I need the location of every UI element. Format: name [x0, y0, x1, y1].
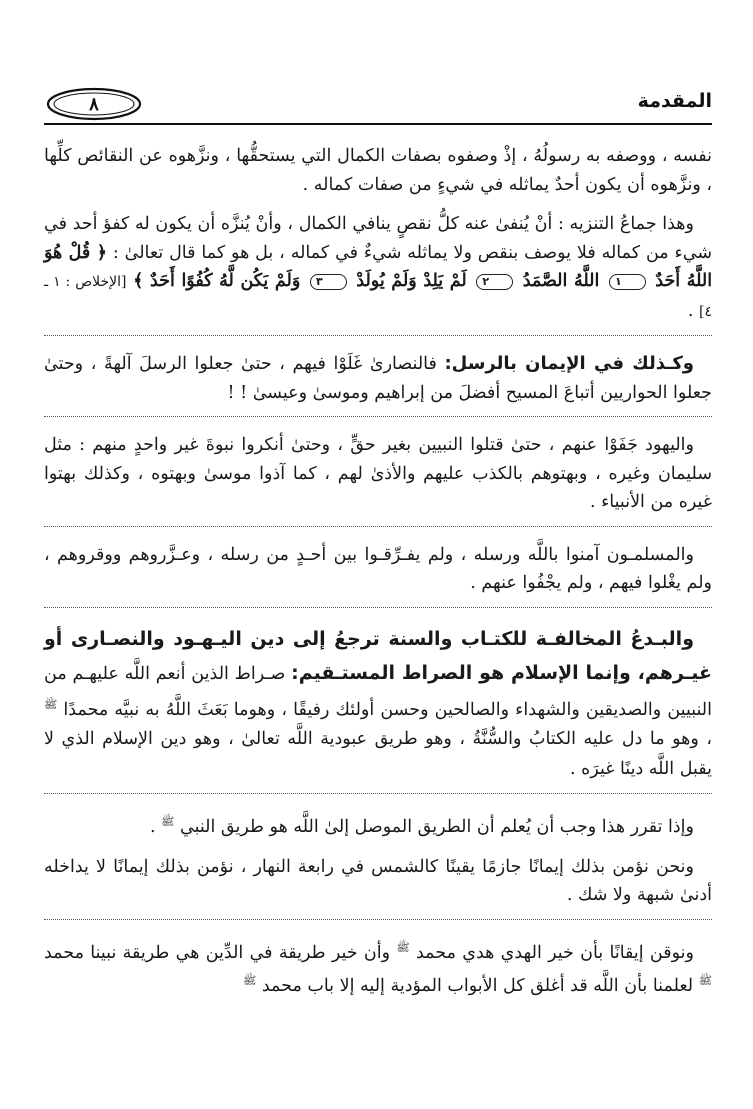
running-header-title: المقدمة	[637, 90, 712, 112]
paragraph-6-text: صـراط الذين أنعم اللَّه عليهـم من النبيين والصديقين والشهداء والصالحين وحسن أولئك رفيقًا ، وهوما بَعَثَ اللَّهُ به نبيَّه محمدًا	[44, 663, 712, 720]
page-number: ٨	[89, 94, 99, 115]
verse-close-bracket: ﴾	[133, 271, 144, 291]
page-body	[44, 142, 712, 1000]
section-divider-1	[44, 335, 712, 336]
section-divider-4	[44, 607, 712, 608]
paragraph-5	[44, 541, 712, 598]
section-divider-3	[44, 526, 712, 527]
paragraph-4	[44, 431, 712, 517]
paragraph-4-text: واليهود جَفَوْا عنهم ، حتىٰ قتلوا النبيين بغير حقٍّ ، وحتىٰ أنكروا نبوةَ غير واحدٍ منهم : مثل سليمان وغيره ، وبهتوهم بالكذب عليهم والأذىٰ لهم ، كما آذوا موسىٰ وبهتوه ، وكذلك بهتوا غيره من الأنبياء .	[44, 435, 712, 512]
paragraph-8-text: ونحن نؤمن بذلك إيمانًا جازمًا يقينًا كالشمس في رابعة النهار ، نؤمن بذلك إيمانًا لا يداخله أدنىٰ شبهة ولا شك .	[44, 856, 712, 906]
salutation-glyph: ﷺ	[698, 973, 712, 987]
section-divider-2	[44, 416, 712, 417]
salutation-glyph: ﷺ	[44, 697, 58, 711]
paragraph-3-lead: وكـذلك في الإيمان بالرسل:	[444, 353, 694, 374]
verse-part-2: اللَّهُ الصَّمَدُ	[522, 271, 600, 291]
paragraph-6-text-2: ، وهو ما دل عليه الكتابُ والسُّنَّةُ ، وهو طريق عبودية اللَّه تعالىٰ ، وهو دين الإسلام الذي لا يقبل اللَّه دينًا غيرَه .	[44, 729, 712, 780]
paragraph-1	[44, 142, 712, 199]
page-number-badge	[44, 86, 144, 122]
paragraph-6	[44, 622, 712, 785]
page-header	[44, 80, 712, 128]
paragraph-3-text: فالنصارىٰ غَلَوْا فيهم ، حتىٰ جعلوا الرسلَ آلهةً ، وحتىٰ جعلوا الحواريين أتباعَ المسيح أفضلَ من إبراهيم وموسىٰ وعيسىٰ ! !	[44, 354, 712, 403]
paragraph-5-text: والمسلمـون آمنوا باللَّه ورسله ، ولم يفـرِّقـوا بين أحـدٍ من رسله ، وعـزَّروهم ووقروهم ، ولم يغْلوا فيهم ، ولم يجْفُوا عنهم .	[44, 544, 712, 593]
header-rule	[44, 123, 712, 125]
paragraph-2-end: .	[687, 300, 699, 321]
paragraph-9-text: ونوقن إيقانًا بأن خير الهدي هدي محمد	[409, 942, 694, 963]
verse-reference: [الإخلاص : ١ ـ ٤]	[44, 274, 712, 320]
verse-part-4: وَلَمْ يَكُن لَّهُ كُفُوًا أَحَدٌ	[149, 271, 301, 291]
paragraph-7-text: وإذا تقرر هذا وجب أن يُعلم أن الطريق الموصل إلىٰ اللَّه هو طريق النبي	[174, 817, 694, 838]
verse-open-bracket: ﴿	[96, 242, 107, 263]
verse-part-3: لَمْ يَلِدْ وَلَمْ يُولَدْ	[356, 271, 467, 291]
section-heading: والبـدعُ المخالفـة للكتـاب والسنة ترجعُ إلى دين اليـهـود والنصـارى أو غيـرهم، وإنما الإسلام هو الصراط المستـقيم:	[44, 627, 712, 684]
verse-part-1: قُلْ هُوَ اللَّهُ أَحَدٌ	[44, 242, 713, 291]
paragraph-3	[44, 350, 712, 407]
section-divider-5	[44, 793, 712, 794]
section-divider-6	[44, 919, 712, 920]
salutation-glyph: ﷺ	[242, 973, 257, 987]
paragraph-9-text-2: وأن خير طريقة في الدِّين هي طريقة نبينا محمد	[44, 942, 397, 963]
paragraph-9-text-3: لعلمنا بأن اللَّه قد أغلق كل الأبواب المؤدية إليه إلا باب محمد	[256, 975, 699, 996]
ayah-number-2: ٢	[476, 274, 513, 290]
paragraph-7-end: .	[150, 817, 162, 838]
salutation-glyph: ﷺ	[161, 815, 175, 829]
ayah-number-1: ١	[609, 274, 646, 290]
paragraph-1-text: نفسه ، ووصفه به رسولُهُ ، إذْ وصفوه بصفات الكمال التي يستحقُّها ، ونزَّهوه عن النقائص كلِّها ، ونزَّهوه أن يكون أحدٌ يماثله في شيءٍ من صفات كماله .	[44, 146, 712, 195]
paragraph-2	[44, 210, 712, 326]
paragraph-2-text: وهذا جماعُ التنزيه : أنْ يُنفىٰ عنه كلُّ نقصٍ ينافي الكمال ، وأنْ يُنزَّه أن يكون له كفؤ أحد في شيء من كماله فلا يوصف بنقص ولا يماثله شيءٌ في كماله ، بل هو كما قال تعالىٰ :	[44, 214, 713, 263]
paragraph-7	[44, 808, 712, 841]
ayah-number-3: ٣	[310, 274, 347, 290]
paragraph-8	[44, 853, 712, 910]
paragraph-9	[44, 934, 712, 1001]
salutation-glyph: ﷺ	[396, 940, 410, 954]
page-number-frame	[44, 86, 144, 122]
